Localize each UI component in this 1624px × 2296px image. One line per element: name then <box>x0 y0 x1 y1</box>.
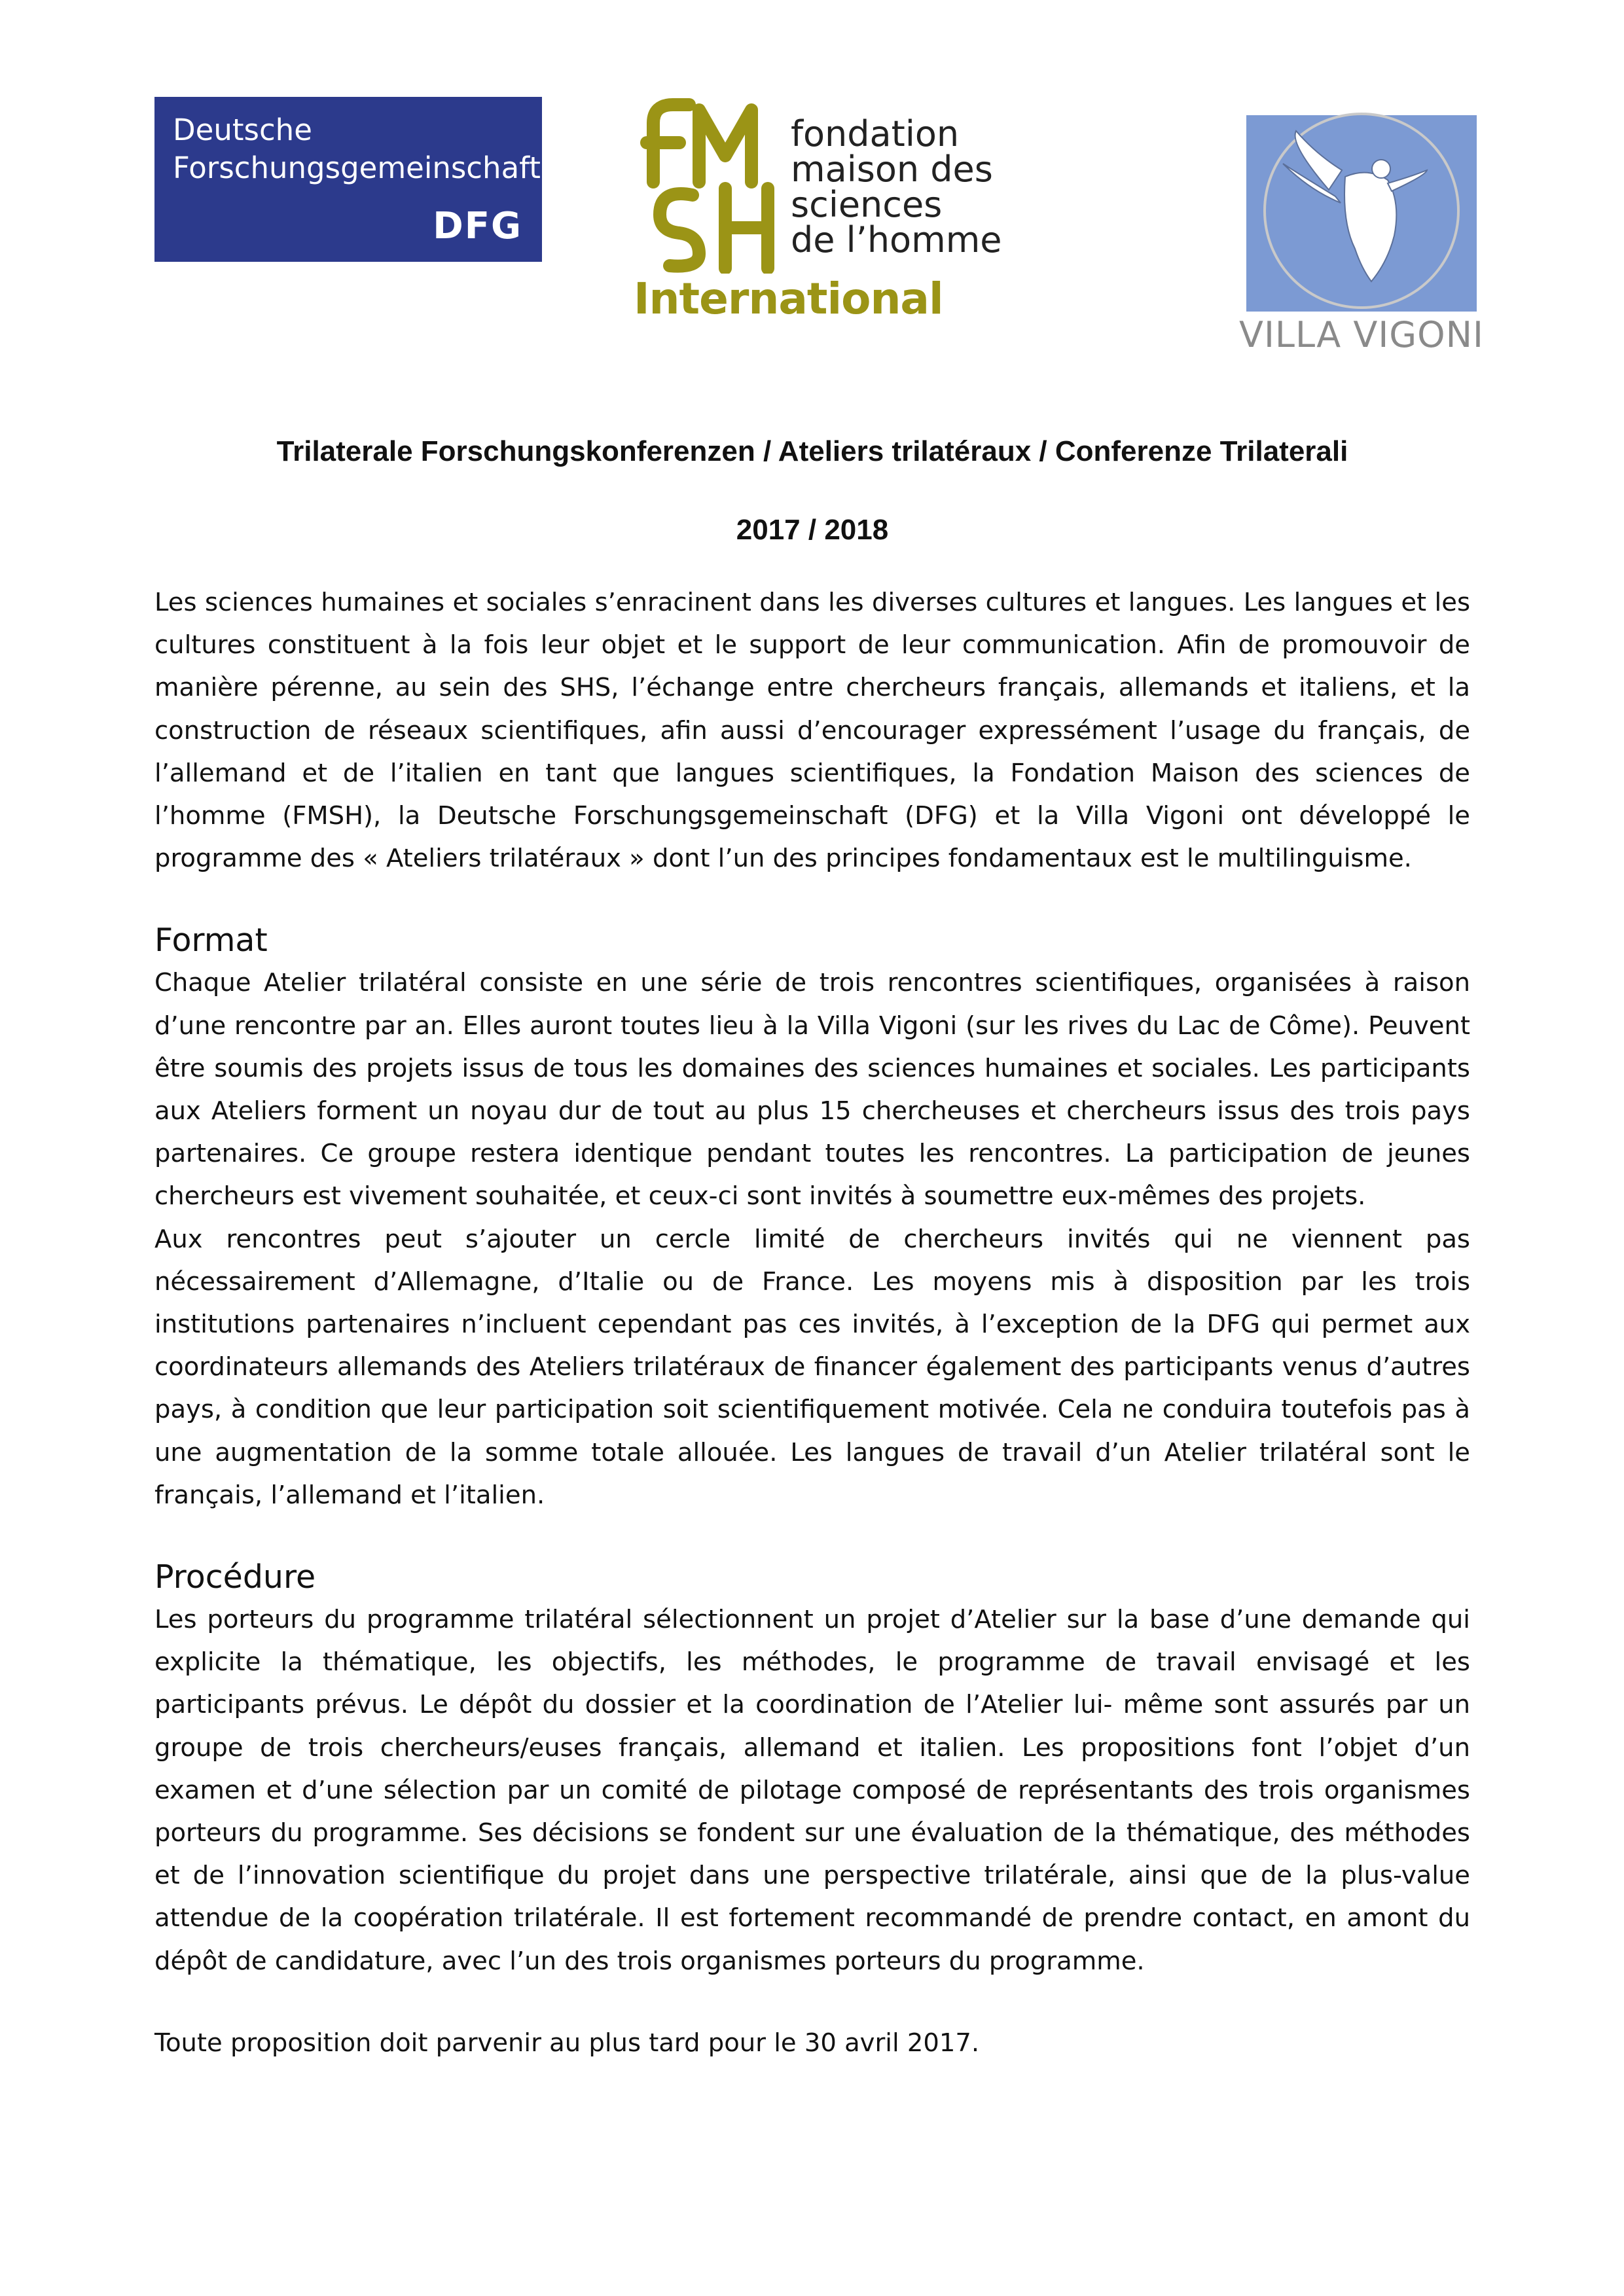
fmsh-international: International <box>634 274 943 324</box>
document-body <box>154 581 1470 2064</box>
fmsh-logo <box>634 97 1000 326</box>
fmsh-line1: fondation <box>791 113 960 154</box>
format-paragraph-2: Aux rencontres peut s’ajouter un cercle limité de chercheurs invités qui ne viennent pas nécessairement d’Allemagne, d’Italie ou de France. Les moyens mis à disposition par les trois institutions partenaires n’incluent cependant pas ces invités, à l’exception de la DFG qui permet aux coordinateurs allemands des Ateliers trilatéraux de financer également des participants venus d’autres pays, à condition que leur participation soit scientifiquement motivée. Cela ne conduira toutefois pas à une augmentation de la somme totale allouée. Les langues de travail d’un Atelier trilatéral sont le français, l’allemand et l’italien. <box>154 1224 1470 1510</box>
section-heading-format: Format <box>154 922 268 960</box>
intro-paragraph: Les sciences humaines et sociales s’enracinent dans les diverses cultures et langues. Les langues et les cultures constituent à la fois leur objet et le support de leur communication. Afin de promouvoir de manière pérenne, au sein des SHS, l’échange entre chercheurs français, allemands et italiens, et la construction de réseaux scientifiques, afin aussi d’encourager expressément l’usage du français, de l’allemand et de l’italien en tant que langues scientifiques, la Fondation Maison des sciences de l’homme (FMSH), la Deutsche Forschungsgemeinschaft (DFG) et la Villa Vigoni ont développé le programme des « Ateliers trilatéraux » dont l’un des principes fondamentaux est le multilinguisme. <box>154 588 1470 874</box>
angel-emblem-icon <box>1231 92 1492 314</box>
fmsh-monogram-icon <box>634 97 791 274</box>
fmsh-line3: sciences <box>791 184 943 225</box>
dfg-logo <box>154 97 542 262</box>
dfg-logo-abbr: DFG <box>433 205 522 247</box>
document-year: 2017 / 2018 <box>736 514 889 546</box>
dfg-logo-line2: Forschungsgemeinschaft <box>173 151 541 185</box>
villa-vigoni-name: VILLA VIGONI <box>1239 314 1484 355</box>
fmsh-line4: de l’homme <box>791 219 1002 260</box>
villa-vigoni-logo <box>1231 92 1492 367</box>
fmsh-line2: maison des <box>791 149 993 190</box>
section-heading-procedure: Procédure <box>154 1558 316 1596</box>
format-paragraph-1: Chaque Atelier trilatéral consiste en une série de trois rencontres scientifiques, organisées à raison d’une rencontre par an. Elles auront toutes lieu à la Villa Vigoni (sur les rives du Lac de Côme). Peuvent être soumis des projets issus de tous les domaines des sciences humaines et sociales. Les participants aux Ateliers forment un noyau dur de tout au plus 15 chercheuses et chercheurs issus des trois pays partenaires. Ce groupe restera identique pendant toutes les rencontres. La participation de jeunes chercheurs est vivement souhaitée, et ceux-ci sont invités à soumettre eux-mêmes des projets. <box>154 968 1470 1211</box>
deadline-paragraph: Toute proposition doit parvenir au plus tard pour le 30 avril 2017. <box>154 2028 980 2058</box>
fmsh-wordmark <box>791 113 1002 260</box>
dfg-logo-line1: Deutsche <box>173 113 312 147</box>
procedure-paragraph-1: Les porteurs du programme trilatéral sélectionnent un projet d’Atelier sur la base d’une demande qui explicite la thématique, les objectifs, les méthodes, le programme de travail envisagé et les participants prévus. Le dépôt du dossier et la coordination de l’Atelier lui- même sont assurés par un groupe de trois chercheurs/euses français, allemand et italien. Les propositions font l’objet d’un examen et d’une sélection par un comité de pilotage composé de représentants des trois organismes porteurs du programme. Ses décisions se fondent sur une évaluation de la thématique, des méthodes et de l’innovation scientifique du projet dans une perspective trilatérale, ainsi que de la plus-value attendue de la coopération trilatérale. Il est fortement recommandé de prendre contact, en amont du dépôt de candidature, avec l’un des trois organismes porteurs du programme. <box>154 1605 1470 1976</box>
document-title: Trilaterale Forschungskonferenzen / Ateliers trilatéraux / Conferenze Trilaterali <box>276 435 1348 467</box>
